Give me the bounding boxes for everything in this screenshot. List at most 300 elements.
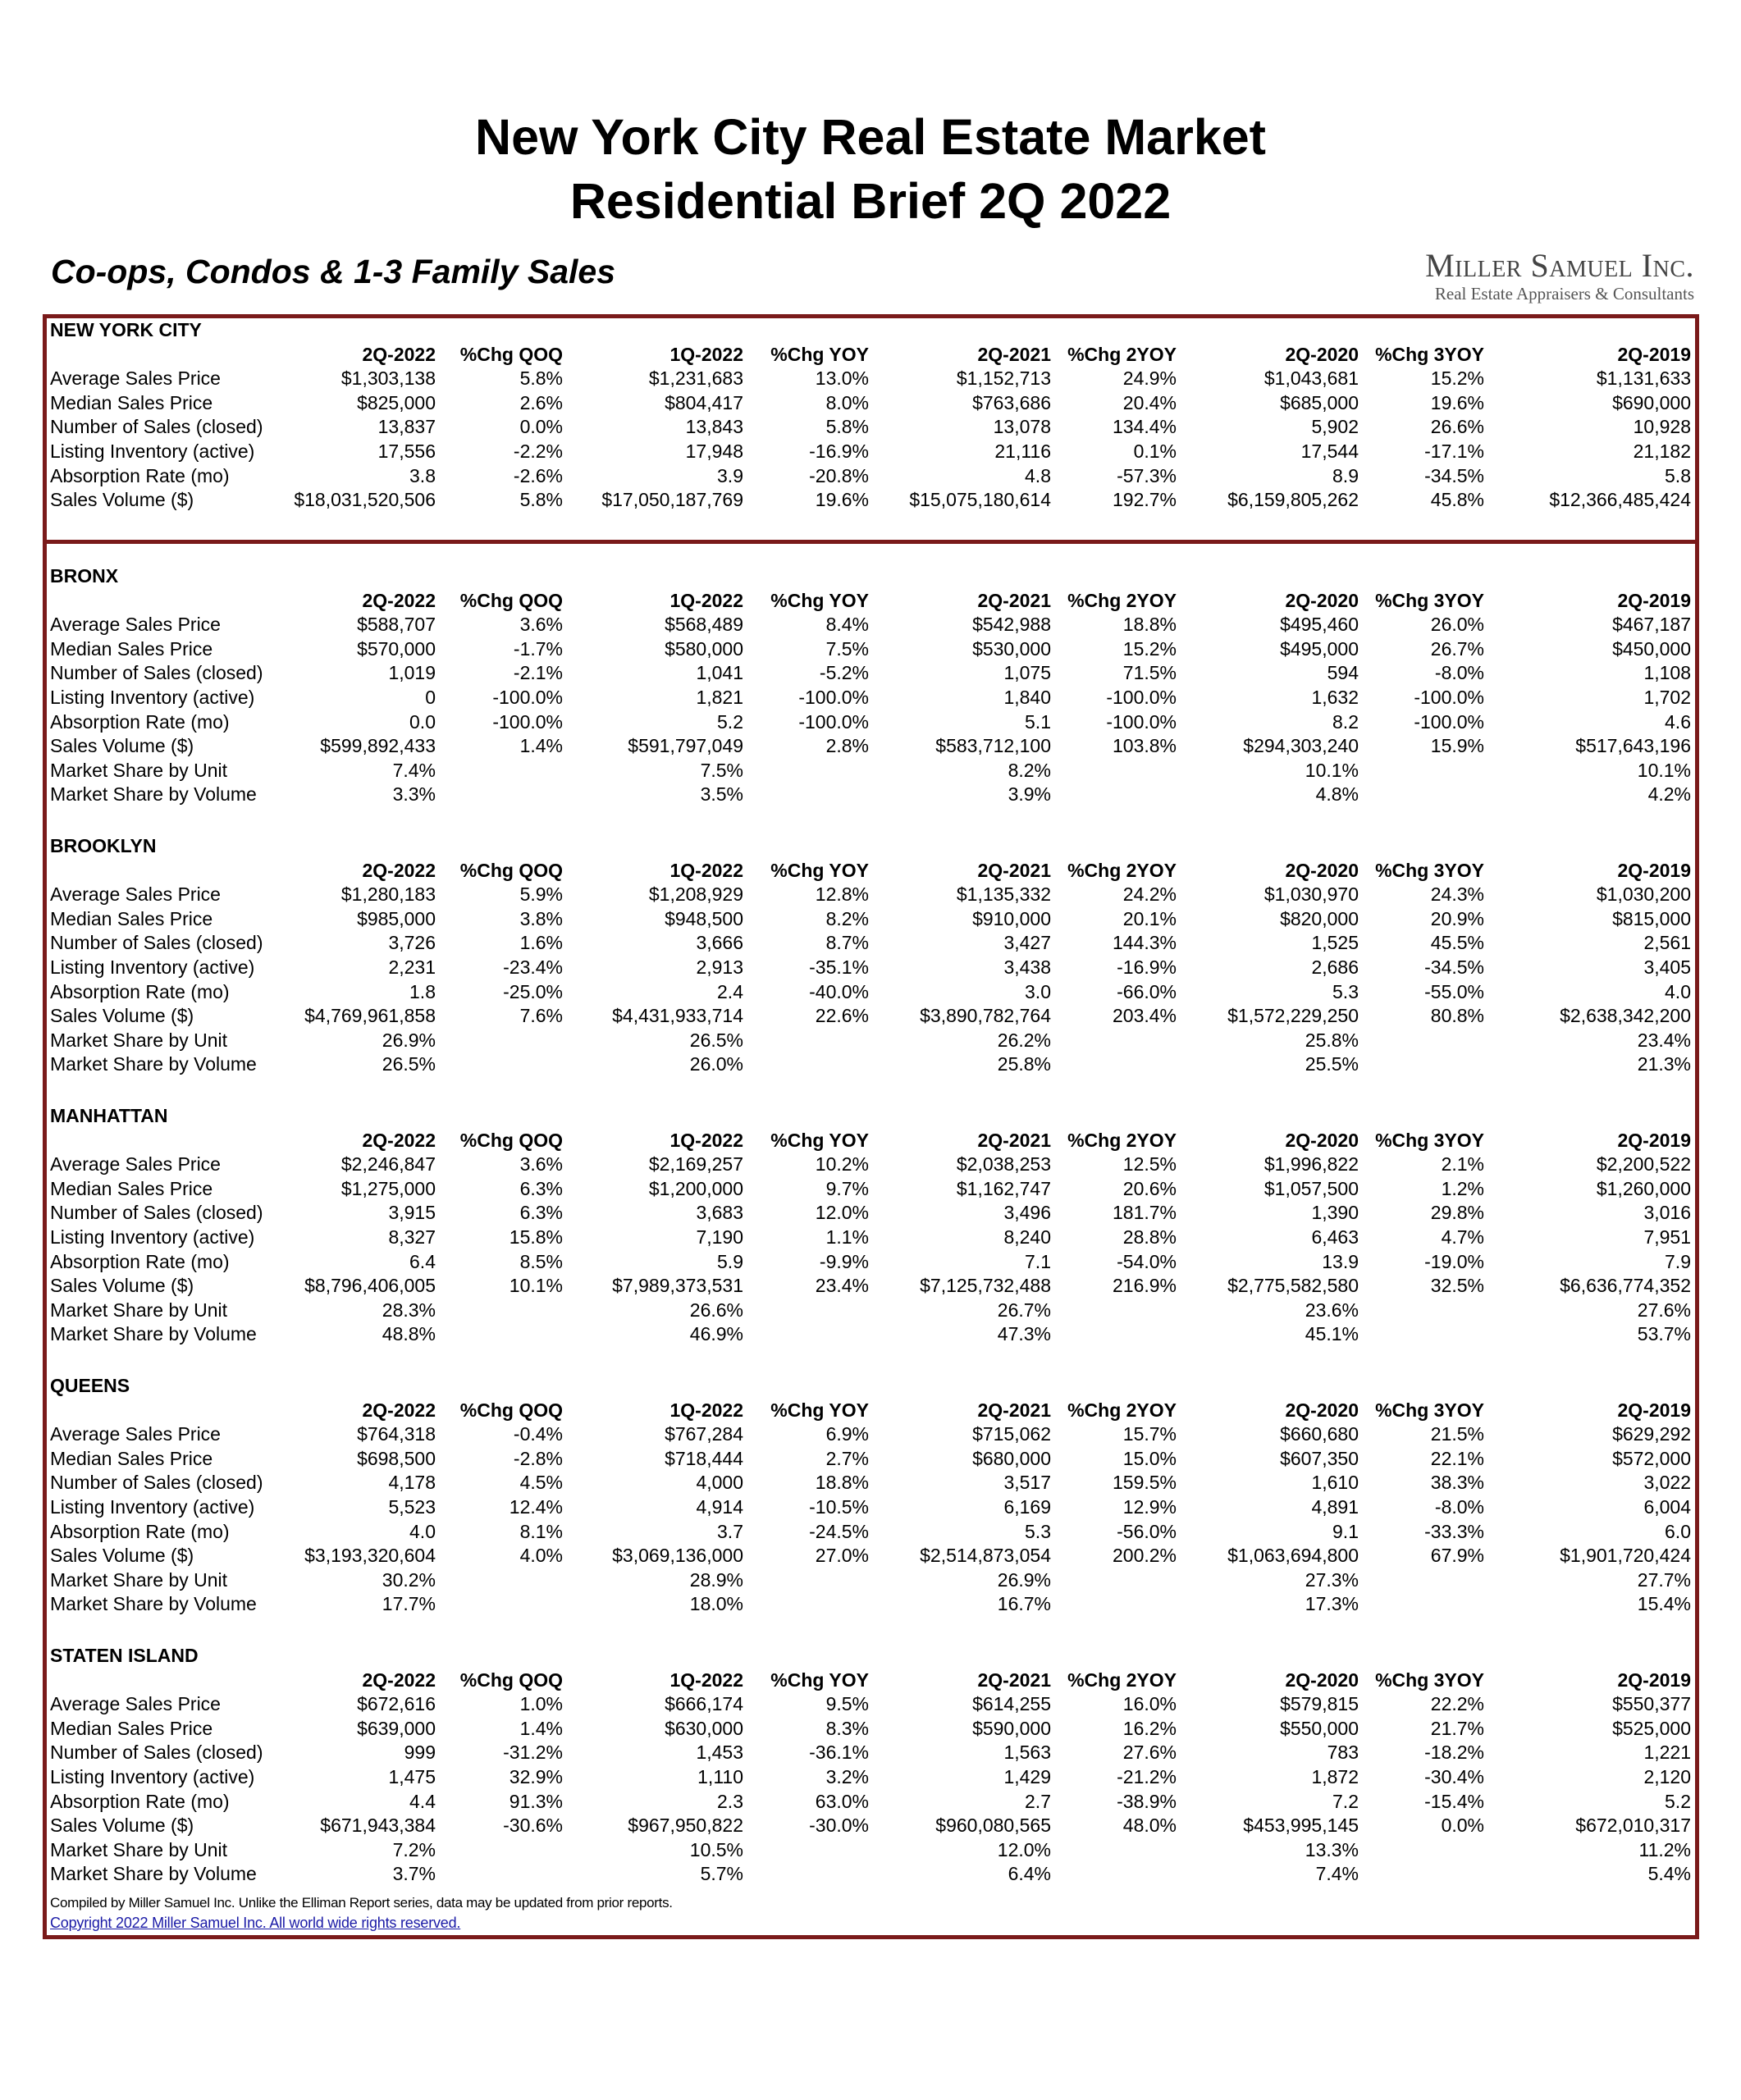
table-cell: -100.0% — [492, 687, 563, 708]
row-label: Sales Volume ($) — [50, 1545, 194, 1567]
table-cell: 48.8% — [382, 1323, 436, 1345]
table-row — [50, 1741, 1695, 1765]
column-header: %Chg QOQ — [459, 859, 563, 881]
table-cell: 20.9% — [1430, 907, 1484, 929]
table-cell: 12.8% — [815, 883, 869, 906]
column-header: %Chg 3YOY — [1375, 1399, 1484, 1421]
table-cell: $583,712,100 — [935, 735, 1051, 757]
row-label: Listing Inventory (active) — [50, 956, 255, 978]
table-cell: $570,000 — [357, 637, 436, 660]
column-header: %Chg QOQ — [459, 1399, 563, 1421]
table-cell: 6,004 — [1643, 1496, 1691, 1518]
table-cell: -100.0% — [1414, 710, 1484, 733]
table-cell: $7,989,373,531 — [612, 1275, 743, 1297]
column-header: 2Q-2022 — [362, 1399, 436, 1421]
column-header: 2Q-2021 — [977, 1399, 1051, 1421]
table-cell: -2.1% — [513, 662, 563, 684]
section-name: QUEENS — [50, 1375, 130, 1396]
row-label: Absorption Rate (mo) — [50, 1790, 230, 1812]
table-cell: 21.7% — [1430, 1717, 1484, 1739]
table-cell: 53.7% — [1637, 1323, 1691, 1345]
column-header: %Chg YOY — [770, 1669, 869, 1691]
table-cell: 1,221 — [1643, 1742, 1691, 1764]
column-header: 2Q-2022 — [362, 1129, 436, 1151]
table-cell: $495,460 — [1280, 614, 1359, 636]
column-header: 1Q-2022 — [669, 589, 743, 611]
table-cell: 6.3% — [519, 1177, 563, 1199]
table-cell: $1,260,000 — [1596, 1177, 1691, 1199]
section-name: NEW YORK CITY — [50, 319, 202, 340]
table-cell: 4.4 — [409, 1790, 436, 1812]
table-cell: 2,913 — [696, 956, 743, 978]
table-row — [50, 710, 1695, 735]
table-cell: 26.6% — [1430, 416, 1484, 438]
table-cell: $588,707 — [357, 614, 436, 636]
table-cell: $1,200,000 — [648, 1177, 743, 1199]
table-cell: $1,063,694,800 — [1227, 1545, 1359, 1567]
table-cell: 5.9 — [717, 1250, 743, 1272]
table-cell: $1,152,713 — [956, 368, 1051, 390]
table-cell: $698,500 — [357, 1447, 436, 1469]
title-line-2: Residential Brief 2Q 2022 — [569, 173, 1172, 229]
column-header: %Chg YOY — [770, 589, 869, 611]
table-cell: 2.7% — [825, 1447, 869, 1469]
table-cell: -9.9% — [819, 1250, 869, 1272]
table-cell: -56.0% — [1117, 1520, 1177, 1542]
table-cell: 4.8 — [1025, 464, 1051, 486]
table-cell: $599,892,433 — [320, 735, 436, 757]
table-cell: -25.0% — [503, 980, 563, 1002]
table-cell: -100.0% — [492, 710, 563, 733]
table-cell: -2.8% — [513, 1447, 563, 1469]
table-row — [50, 1692, 1695, 1717]
section-name: MANHATTAN — [50, 1105, 168, 1126]
row-label: Number of Sales (closed) — [50, 416, 263, 438]
table-cell: 24.3% — [1430, 883, 1484, 906]
table-cell: $467,187 — [1612, 614, 1691, 636]
table-cell: $804,417 — [665, 391, 743, 413]
table-cell: -24.5% — [809, 1520, 869, 1542]
column-header-row — [50, 859, 1695, 883]
table-cell: 203.4% — [1112, 1005, 1177, 1027]
table-cell: 1,019 — [388, 662, 436, 684]
table-cell: 25.8% — [1305, 1029, 1359, 1051]
table-cell: 26.5% — [382, 1053, 436, 1075]
table-cell: 12.5% — [1122, 1153, 1177, 1176]
table-cell: 3,496 — [1003, 1202, 1051, 1224]
table-cell: 1,453 — [696, 1742, 743, 1764]
table-cell: 19.6% — [815, 489, 869, 511]
table-cell: $815,000 — [1612, 907, 1691, 929]
table-cell: -17.1% — [1424, 441, 1484, 462]
table-cell: 2.4 — [717, 980, 743, 1002]
table-cell: $568,489 — [665, 614, 743, 636]
table-cell: -36.1% — [809, 1742, 869, 1764]
column-header: 1Q-2022 — [669, 1129, 743, 1151]
table-cell: 4.2% — [1647, 783, 1691, 806]
table-cell: $685,000 — [1280, 391, 1359, 413]
column-header: %Chg 3YOY — [1375, 859, 1484, 881]
table-cell: -31.2% — [503, 1742, 563, 1764]
row-label: Median Sales Price — [50, 1447, 213, 1469]
table-cell: 26.7% — [1430, 637, 1484, 660]
table-cell: $2,038,253 — [956, 1153, 1051, 1176]
table-cell: $1,231,683 — [648, 368, 743, 390]
table-cell: $960,080,565 — [935, 1815, 1051, 1837]
table-cell: $666,174 — [665, 1693, 743, 1715]
logo-name: Miller Samuel Inc. — [1425, 247, 1694, 284]
row-label: Market Share by Volume — [50, 1863, 257, 1885]
row-label: Market Share by Unit — [50, 1029, 228, 1051]
table-cell: $767,284 — [665, 1423, 743, 1445]
table-cell: 7.1 — [1025, 1250, 1051, 1272]
row-label: Sales Volume ($) — [50, 489, 194, 511]
column-header: 1Q-2022 — [669, 1669, 743, 1691]
column-header: 2Q-2020 — [1285, 1669, 1359, 1691]
table-row — [50, 391, 1695, 416]
table-cell: $1,043,681 — [1263, 368, 1359, 390]
table-cell: 28.3% — [382, 1299, 436, 1321]
table-row — [50, 1544, 1695, 1568]
table-cell: 5,902 — [1311, 416, 1359, 438]
table-cell: $12,366,485,424 — [1549, 489, 1691, 511]
page-title — [0, 105, 1741, 233]
table-cell: 8.0% — [825, 391, 869, 413]
table-row — [50, 1495, 1695, 1520]
table-cell: $2,638,342,200 — [1560, 1005, 1691, 1027]
column-header: 2Q-2019 — [1617, 589, 1691, 611]
table-cell: $453,995,145 — [1243, 1815, 1359, 1837]
table-cell: 13.9 — [1322, 1250, 1359, 1272]
table-cell: 7,190 — [696, 1226, 743, 1248]
table-cell: 2,561 — [1643, 932, 1691, 954]
table-row — [50, 759, 1695, 783]
table-cell: 26.6% — [689, 1299, 743, 1321]
column-header: %Chg 3YOY — [1375, 1129, 1484, 1151]
column-header: %Chg YOY — [770, 859, 869, 881]
table-cell: $550,000 — [1280, 1717, 1359, 1739]
table-cell: 26.9% — [997, 1568, 1051, 1591]
table-cell: -100.0% — [798, 710, 869, 733]
column-header-row — [50, 1129, 1695, 1153]
table-cell: 15.4% — [1637, 1593, 1691, 1615]
table-cell: $607,350 — [1280, 1447, 1359, 1469]
table-cell: 0.0 — [409, 710, 436, 733]
table-cell: 6.4 — [409, 1250, 436, 1272]
column-header: 2Q-2022 — [362, 589, 436, 611]
table-cell: 21.3% — [1637, 1053, 1691, 1075]
table-cell: 7.5% — [700, 759, 743, 781]
table-cell: 144.3% — [1112, 932, 1177, 954]
table-cell: 1,872 — [1311, 1766, 1359, 1787]
table-cell: 32.5% — [1430, 1275, 1484, 1297]
table-row — [50, 1592, 1695, 1617]
table-cell: $450,000 — [1612, 637, 1691, 660]
table-row — [50, 1568, 1695, 1593]
row-label: Number of Sales (closed) — [50, 1202, 263, 1224]
table-cell: 8.9 — [1332, 464, 1359, 486]
table-cell: 1,041 — [696, 662, 743, 684]
row-label: Median Sales Price — [50, 1717, 213, 1739]
column-header-row — [50, 1399, 1695, 1423]
table-cell: $715,062 — [972, 1423, 1051, 1445]
table-cell: 5.3 — [1332, 980, 1359, 1002]
table-cell: -8.0% — [1434, 1496, 1484, 1518]
table-cell: 71.5% — [1122, 662, 1177, 684]
table-cell: 7,951 — [1643, 1226, 1691, 1248]
title-line-1: New York City Real Estate Market — [475, 109, 1266, 165]
table-cell: 10.2% — [815, 1153, 869, 1176]
table-cell: $1,280,183 — [340, 883, 436, 906]
table-cell: -66.0% — [1117, 980, 1177, 1002]
column-header: %Chg QOQ — [459, 589, 563, 611]
table-cell: 7.6% — [519, 1005, 563, 1027]
table-row — [50, 1201, 1695, 1226]
column-header: 2Q-2021 — [977, 859, 1051, 881]
column-header: 2Q-2021 — [977, 1669, 1051, 1691]
table-row — [50, 488, 1695, 513]
table-cell: 27.0% — [815, 1545, 869, 1567]
table-cell: $948,500 — [665, 907, 743, 929]
table-cell: -100.0% — [1106, 687, 1177, 708]
table-cell: 3.8 — [409, 464, 436, 486]
copyright-link[interactable]: Copyright 2022 Miller Samuel Inc. All world wide rights reserved. — [50, 1915, 461, 1931]
table-row — [50, 1862, 1695, 1887]
table-cell: 1,390 — [1311, 1202, 1359, 1224]
row-label: Average Sales Price — [50, 1423, 221, 1445]
table-cell: -23.4% — [503, 956, 563, 978]
table-cell: 999 — [404, 1742, 436, 1764]
table-cell: 5.4% — [1647, 1863, 1691, 1885]
table-cell: 8.2% — [1008, 759, 1051, 781]
table-cell: 4,000 — [696, 1472, 743, 1494]
table-row — [50, 883, 1695, 907]
report-frame — [43, 314, 1699, 1939]
column-header: %Chg YOY — [770, 1129, 869, 1151]
table-cell: 45.1% — [1305, 1323, 1359, 1345]
row-label: Market Share by Unit — [50, 1568, 228, 1591]
table-cell: 3,438 — [1003, 956, 1051, 978]
column-header: 2Q-2021 — [977, 1129, 1051, 1151]
row-label: Listing Inventory (active) — [50, 441, 255, 462]
table-cell: 3.0 — [1025, 980, 1051, 1002]
table-cell: -18.2% — [1424, 1742, 1484, 1764]
table-cell: 28.8% — [1122, 1226, 1177, 1248]
table-cell: 24.9% — [1122, 368, 1177, 390]
table-cell: -20.8% — [809, 464, 869, 486]
table-cell: 18.0% — [689, 1593, 743, 1615]
table-row — [50, 637, 1695, 662]
table-cell: 13,837 — [377, 416, 436, 438]
table-cell: 17,948 — [685, 441, 743, 462]
table-cell: 17.3% — [1305, 1593, 1359, 1615]
row-label: Number of Sales (closed) — [50, 1742, 263, 1764]
table-cell: 1,632 — [1311, 687, 1359, 708]
table-cell: -15.4% — [1424, 1790, 1484, 1812]
row-label: Market Share by Unit — [50, 1838, 228, 1860]
table-cell: 15.8% — [509, 1226, 563, 1248]
column-header: 2Q-2021 — [977, 343, 1051, 365]
table-row — [50, 1226, 1695, 1250]
table-cell: 1.2% — [1441, 1177, 1484, 1199]
row-label: Market Share by Unit — [50, 759, 228, 781]
table-cell: 783 — [1327, 1742, 1359, 1764]
table-cell: 26.0% — [689, 1053, 743, 1075]
table-cell: 4,914 — [696, 1496, 743, 1518]
table-cell: 26.7% — [997, 1299, 1051, 1321]
logo-tagline: Real Estate Appraisers & Consultants — [1434, 284, 1694, 304]
table-row — [50, 956, 1695, 980]
table-cell: -21.2% — [1117, 1766, 1177, 1787]
table-cell: 2.7 — [1025, 1790, 1051, 1812]
table-cell: $1,572,229,250 — [1227, 1005, 1359, 1027]
column-header: %Chg 3YOY — [1375, 1669, 1484, 1691]
table-cell: 181.7% — [1112, 1202, 1177, 1224]
column-header: %Chg 2YOY — [1067, 859, 1177, 881]
column-header: 2Q-2020 — [1285, 859, 1359, 881]
table-cell: -5.2% — [819, 662, 869, 684]
table-cell: 23.4% — [815, 1275, 869, 1297]
table-cell: 5.8% — [825, 416, 869, 438]
column-header: %Chg QOQ — [459, 1669, 563, 1691]
row-label: Market Share by Unit — [50, 1299, 228, 1321]
table-cell: $579,815 — [1280, 1693, 1359, 1715]
table-row — [50, 440, 1695, 464]
table-cell: $580,000 — [665, 637, 743, 660]
table-row — [50, 1029, 1695, 1053]
table-cell: 16.2% — [1122, 1717, 1177, 1739]
table-cell: 5.8% — [519, 489, 563, 511]
table-cell: 2,231 — [388, 956, 436, 978]
row-label: Market Share by Volume — [50, 1593, 257, 1615]
table-cell: $2,514,873,054 — [920, 1545, 1051, 1567]
row-label: Average Sales Price — [50, 1153, 221, 1176]
table-cell: 1,075 — [1003, 662, 1051, 684]
table-cell: $1,030,970 — [1263, 883, 1359, 906]
table-cell: 1,525 — [1311, 932, 1359, 954]
table-cell: 103.8% — [1112, 735, 1177, 757]
table-row — [50, 686, 1695, 710]
column-header: 2Q-2020 — [1285, 343, 1359, 365]
table-cell: 5.8% — [519, 368, 563, 390]
table-cell: $1,135,332 — [956, 883, 1051, 906]
table-cell: 3.7 — [717, 1520, 743, 1542]
table-row — [50, 931, 1695, 956]
table-row — [50, 1153, 1695, 1177]
column-header-row — [50, 589, 1695, 614]
table-cell: 6.3% — [519, 1202, 563, 1224]
table-cell: 5,523 — [388, 1496, 436, 1518]
table-cell: 47.3% — [997, 1323, 1051, 1345]
table-cell: 1,821 — [696, 687, 743, 708]
table-cell: -40.0% — [809, 980, 869, 1002]
table-cell: 5.9% — [519, 883, 563, 906]
table-cell: 2.1% — [1441, 1153, 1484, 1176]
table-cell: 5.2 — [717, 710, 743, 733]
table-cell: $18,031,520,506 — [294, 489, 436, 511]
table-cell: 6.9% — [825, 1423, 869, 1445]
table-cell: 1.1% — [825, 1226, 869, 1248]
table-cell: 15.2% — [1430, 368, 1484, 390]
table-row — [50, 1422, 1695, 1447]
row-label: Sales Volume ($) — [50, 1275, 194, 1297]
row-label: Median Sales Price — [50, 1177, 213, 1199]
table-row — [50, 1520, 1695, 1545]
table-cell: $660,680 — [1280, 1423, 1359, 1445]
row-label: Average Sales Price — [50, 1693, 221, 1715]
table-cell: 5.7% — [700, 1863, 743, 1885]
table-cell: -100.0% — [1106, 710, 1177, 733]
table-cell: $590,000 — [972, 1717, 1051, 1739]
table-cell: $690,000 — [1612, 391, 1691, 413]
table-cell: -38.9% — [1117, 1790, 1177, 1812]
table-cell: 45.8% — [1430, 489, 1484, 511]
column-header: 2Q-2020 — [1285, 1399, 1359, 1421]
table-cell: 27.6% — [1637, 1299, 1691, 1321]
table-cell: 26.5% — [689, 1029, 743, 1051]
row-label: Median Sales Price — [50, 637, 213, 660]
table-cell: 3,022 — [1643, 1472, 1691, 1494]
table-cell: 26.0% — [1430, 614, 1484, 636]
table-cell: $764,318 — [357, 1423, 436, 1445]
table-cell: 1.8 — [409, 980, 436, 1002]
row-label: Average Sales Price — [50, 614, 221, 636]
table-cell: 2,686 — [1311, 956, 1359, 978]
table-cell: 2,120 — [1643, 1766, 1691, 1787]
row-label: Market Share by Volume — [50, 1323, 257, 1345]
column-header: 2Q-2022 — [362, 1669, 436, 1691]
table-cell: 2.8% — [825, 735, 869, 757]
table-cell: 7.4% — [1315, 1863, 1359, 1885]
column-header: %Chg YOY — [770, 1399, 869, 1421]
column-header: 1Q-2022 — [669, 343, 743, 365]
column-header: %Chg 3YOY — [1375, 343, 1484, 365]
table-cell: $1,162,747 — [956, 1177, 1051, 1199]
table-cell: 15.0% — [1122, 1447, 1177, 1469]
table-cell: -8.0% — [1434, 662, 1484, 684]
table-cell: 12.9% — [1122, 1496, 1177, 1518]
table-cell: 3,517 — [1003, 1472, 1051, 1494]
table-cell: 10.1% — [1637, 759, 1691, 781]
table-cell: 5.8 — [1665, 464, 1691, 486]
row-label: Absorption Rate (mo) — [50, 710, 230, 733]
table-cell: 4,891 — [1311, 1496, 1359, 1518]
table-row — [50, 367, 1695, 391]
column-header: %Chg YOY — [770, 343, 869, 365]
table-cell: 4.8% — [1315, 783, 1359, 806]
table-cell: 46.9% — [689, 1323, 743, 1345]
table-cell: 2.3 — [717, 1790, 743, 1812]
table-cell: 13.0% — [815, 368, 869, 390]
row-label: Absorption Rate (mo) — [50, 1250, 230, 1272]
footer-note: Compiled by Miller Samuel Inc. Unlike the Elliman Report series, data may be updated from prior reports. — [50, 1895, 673, 1911]
table-row — [50, 464, 1695, 489]
table-cell: 2.6% — [519, 391, 563, 413]
table-cell: 3.5% — [700, 783, 743, 806]
table-cell: 594 — [1327, 662, 1359, 684]
table-cell: $2,200,522 — [1596, 1153, 1691, 1176]
table-cell: 0.1% — [1133, 441, 1177, 462]
column-header: %Chg 2YOY — [1067, 1399, 1177, 1421]
table-cell: 48.0% — [1122, 1815, 1177, 1837]
table-cell: 8.2% — [825, 907, 869, 929]
table-cell: 4.5% — [519, 1472, 563, 1494]
column-header: 2Q-2021 — [977, 589, 1051, 611]
column-header-row — [50, 1669, 1695, 1693]
table-cell: -35.1% — [809, 956, 869, 978]
column-header: %Chg 2YOY — [1067, 589, 1177, 611]
table-cell: 26.9% — [382, 1029, 436, 1051]
